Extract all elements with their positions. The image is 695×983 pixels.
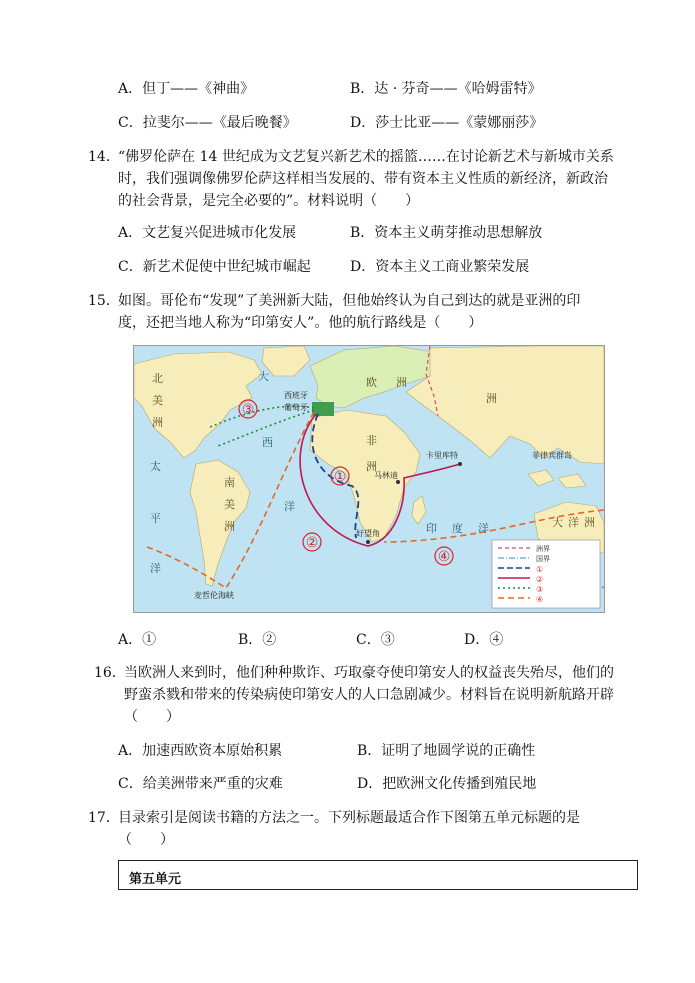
- stem-line: 的社会背景，是完全必要的”。材料说明（ ）: [118, 193, 420, 209]
- stem-line: 目录索引是阅读书籍的方法之一。下列标题最适合作下图第五单元标题的是: [118, 810, 580, 826]
- q14-option-c[interactable]: [118, 256, 311, 276]
- q16-option-c[interactable]: [118, 773, 283, 793]
- label-spain: 西班牙: [284, 391, 308, 400]
- option-letter: B．: [350, 81, 375, 97]
- unit-title-box: [118, 860, 638, 890]
- q15-number: 15．: [88, 293, 120, 309]
- world-map-figure: [133, 345, 605, 613]
- q15-option-b[interactable]: [238, 629, 276, 649]
- legend-label: ③: [536, 585, 544, 594]
- q17-number: 17．: [88, 810, 120, 826]
- legend-label: 洲界: [536, 545, 550, 553]
- option-letter: B．: [357, 743, 382, 759]
- q13-option-d[interactable]: [350, 112, 543, 132]
- world-map-svg: [134, 346, 604, 612]
- label-calicut: 卡里库特: [426, 451, 458, 460]
- legend-label: ①: [536, 565, 544, 574]
- option-letter: C．: [356, 632, 381, 648]
- label-portugal: 葡萄牙: [284, 403, 308, 412]
- label-america: 美: [224, 498, 235, 511]
- route-mark-2: ②: [305, 535, 319, 551]
- q13-option-a[interactable]: [118, 78, 254, 98]
- option-text: 证明了地圆学说的正确性: [381, 743, 536, 759]
- q14-stem: [118, 146, 614, 212]
- label-north: 北: [152, 372, 163, 385]
- label-cape: 好望角: [356, 529, 380, 538]
- label-continent: 洲: [152, 416, 163, 429]
- stem-line: “佛罗伦萨在 14 世纪成为文艺复兴新艺术的摇篮……在讨论新艺术与新城市关系: [118, 149, 614, 165]
- q14-option-d[interactable]: [350, 256, 529, 276]
- option-text: 新艺术促使中世纪城市崛起: [142, 259, 311, 275]
- stem-line: 当欧洲人来到时，他们种种欺诈、巧取豪夺使印第安人的权益丧失殆尽，他们的: [124, 665, 614, 681]
- option-letter: D．: [464, 632, 490, 648]
- label-africa: 非: [366, 434, 377, 447]
- label-europe: 洲: [396, 376, 407, 389]
- legend-label: ④: [536, 595, 544, 604]
- label-pacific: 太: [150, 460, 161, 473]
- route-mark-4: ④: [437, 549, 451, 565]
- label-malindi: 马林迪: [374, 471, 398, 480]
- option-letter: C．: [118, 776, 143, 792]
- q14-number: 14．: [88, 149, 120, 165]
- option-text: 给美洲带来严重的灾难: [142, 776, 283, 792]
- route-mark-1: ①: [333, 469, 347, 485]
- q16-option-b[interactable]: [357, 740, 535, 760]
- legend-label: ②: [536, 575, 544, 584]
- label-atlantic: 大: [258, 370, 269, 383]
- label-pacific: 平: [150, 512, 161, 525]
- indonesia-land: [528, 470, 586, 488]
- label-indian: 印: [426, 522, 437, 535]
- option-text: ③: [380, 632, 395, 648]
- q14-option-b[interactable]: [350, 222, 542, 242]
- madagascar-land: [412, 496, 426, 524]
- unit-title: 第五单元: [129, 872, 182, 887]
- option-letter: C．: [118, 259, 143, 275]
- label-asia: 洲: [486, 392, 497, 405]
- option-text: 加速西欧资本原始积累: [142, 743, 283, 759]
- option-letter: D．: [357, 776, 383, 792]
- q16-option-d[interactable]: [357, 773, 536, 793]
- label-europe: 欧: [366, 376, 377, 389]
- option-text: 莎士比亚——《蒙娜丽莎》: [375, 115, 544, 131]
- label-atlantic: 西: [262, 436, 273, 449]
- option-text: 资本主义工商业繁荣发展: [375, 259, 530, 275]
- label-oceania: 洋: [568, 516, 579, 529]
- option-text: 达 · 芬奇——《哈姆雷特》: [374, 81, 542, 97]
- stem-line: 度，还把当地人称为“印第安人”。他的航行路线是（ ）: [118, 315, 483, 331]
- q15-stem: [118, 290, 580, 334]
- option-letter: D．: [350, 259, 376, 275]
- label-america: 美: [152, 394, 163, 407]
- option-text: 拉斐尔——《最后晚餐》: [142, 115, 297, 131]
- stem-line: 野蛮杀戮和带来的传染病使印第安人的人口急剧减少。材料旨在说明新航路开辟: [124, 687, 614, 703]
- label-south: 南: [224, 476, 235, 489]
- option-text: 资本主义萌芽推动思想解放: [374, 225, 543, 241]
- legend-label: 国界: [536, 555, 550, 563]
- q16-option-a[interactable]: [118, 740, 282, 760]
- q13-option-c[interactable]: [118, 112, 297, 132]
- option-letter: A．: [118, 81, 143, 97]
- option-text: 但丁——《神曲》: [142, 81, 255, 97]
- map-legend: [492, 540, 600, 608]
- calicut-dot: [458, 462, 462, 466]
- q13-option-b[interactable]: [350, 78, 542, 98]
- option-letter: C．: [118, 115, 143, 131]
- label-indian: 洋: [478, 522, 489, 535]
- malindi-dot: [396, 480, 400, 484]
- option-letter: B．: [350, 225, 375, 241]
- greenland-land: [262, 346, 310, 376]
- label-pacific: 洋: [150, 562, 161, 575]
- stem-line: 时，我们强调像佛罗伦萨这样相当发展的、带有资本主义性质的新经济，新政治: [118, 171, 608, 187]
- q16-number: 16．: [94, 665, 126, 681]
- south-america-land: [190, 460, 250, 586]
- q14-option-a[interactable]: [118, 222, 296, 242]
- stem-line: （ ）: [124, 709, 180, 725]
- label-indian: 度: [452, 522, 463, 535]
- option-letter: D．: [350, 115, 376, 131]
- label-magellan: 麦哲伦海峡: [194, 591, 234, 600]
- cape-dot: [366, 540, 370, 544]
- label-africa: 洲: [366, 460, 377, 473]
- option-letter: B．: [238, 632, 263, 648]
- label-oceania: 洲: [584, 516, 595, 529]
- option-letter: A．: [118, 632, 143, 648]
- label-oceania: 大: [552, 516, 563, 529]
- q16-stem: [124, 662, 614, 728]
- asia-land: [406, 346, 604, 464]
- stem-line: （ ）: [118, 832, 174, 848]
- option-letter: A．: [118, 225, 143, 241]
- q17-stem: [118, 807, 580, 851]
- label-atlantic: 洋: [284, 500, 295, 513]
- option-text: ①: [142, 632, 157, 648]
- option-letter: A．: [118, 743, 143, 759]
- q15-option-d[interactable]: [464, 629, 503, 649]
- label-philippines: 菲律宾群岛: [532, 451, 572, 460]
- route-mark-3: ③: [241, 402, 255, 418]
- label-continent: 洲: [224, 520, 235, 533]
- option-text: 文艺复兴促进城市化发展: [142, 225, 297, 241]
- stem-line: 如图。哥伦布“发现”了美洲新大陆，但他始终认为自己到达的就是亚洲的印: [118, 293, 581, 309]
- option-text: 把欧洲文化传播到殖民地: [382, 776, 537, 792]
- q15-option-c[interactable]: [356, 629, 395, 649]
- option-text: ②: [262, 632, 277, 648]
- option-text: ④: [489, 632, 504, 648]
- q15-option-a[interactable]: [118, 629, 156, 649]
